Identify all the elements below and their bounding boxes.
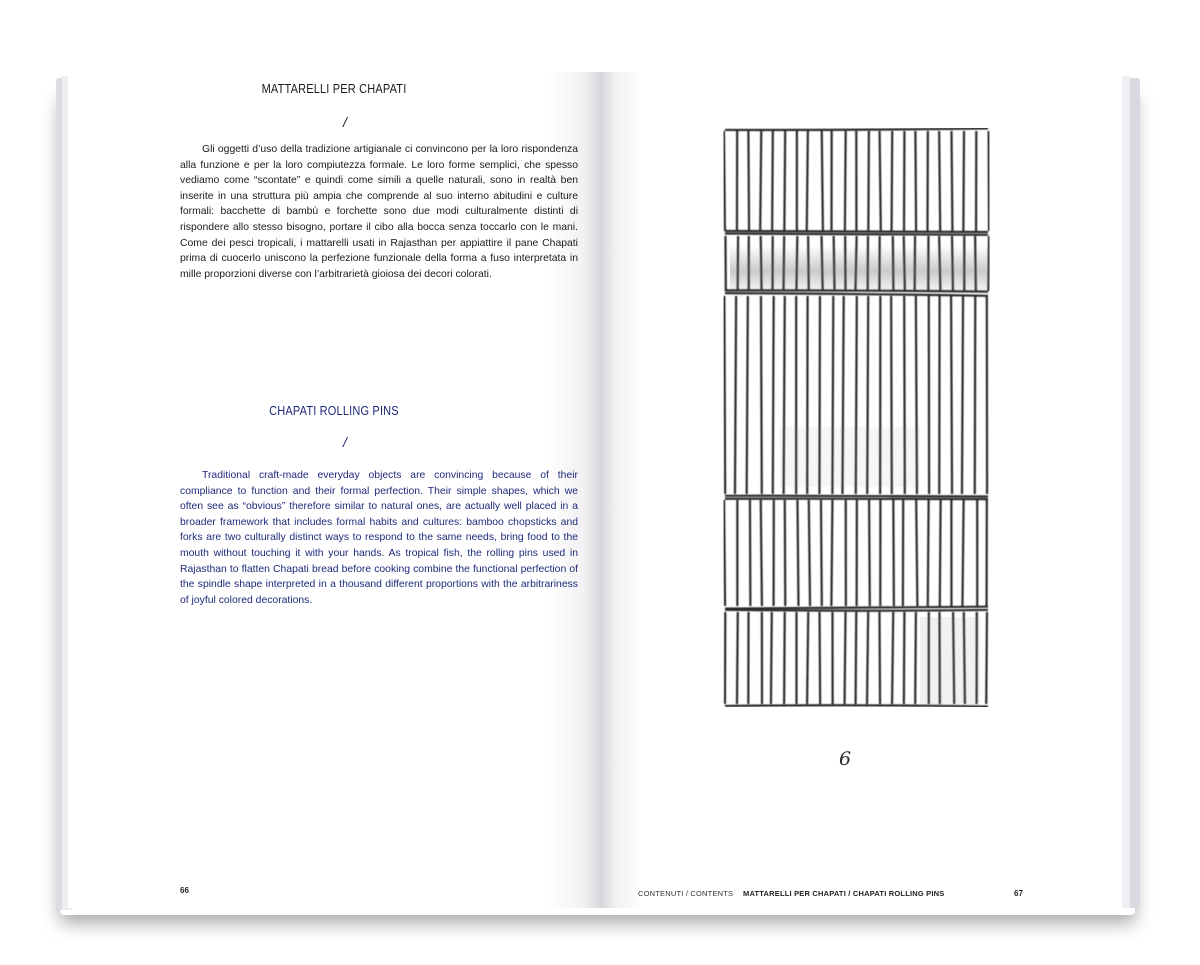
stripe-line [940, 500, 941, 606]
stripe-line [771, 612, 772, 704]
stripe-line [928, 500, 929, 606]
stripe-line [784, 612, 785, 704]
page-number-right: 67 [1014, 889, 1023, 898]
stripe-border-line [725, 231, 988, 232]
stripe-line [831, 500, 832, 606]
stripe-line [820, 612, 821, 704]
stripe-line [962, 500, 963, 606]
heading-english: CHAPATI ROLLING PINS [269, 404, 399, 418]
stripe-line [724, 131, 725, 231]
stripe-line [747, 296, 748, 494]
stripe-line [724, 500, 725, 606]
stripe-line [951, 131, 952, 231]
stripe-line [916, 500, 917, 606]
right-page [600, 72, 1122, 908]
stripe-line [915, 612, 916, 704]
left-page [68, 72, 600, 908]
stripe-line [784, 131, 785, 231]
page-number-left: 66 [180, 886, 189, 895]
stripe-line [845, 612, 846, 704]
stripe-line [809, 500, 810, 606]
stripe-line [772, 131, 773, 231]
separator-italian: / [343, 114, 347, 130]
stripe-line [760, 131, 761, 231]
stripe-line [963, 131, 964, 231]
stripe-line [962, 296, 963, 494]
stripe-line [915, 131, 916, 231]
stripe-line [904, 612, 905, 704]
stripe-line [773, 296, 774, 494]
stripe-line [822, 131, 823, 231]
stripe-line [797, 500, 798, 606]
stripe-line [869, 500, 870, 606]
stripe-border-line [725, 234, 988, 235]
stripe-line [892, 612, 893, 704]
paragraph-italian: Gli oggetti d’uso della tradizione artigianale ci convincono per la loro rispondenza alla funzione e per la loro compiutezza formale. Le loro forme semplici, che spesso vediamo come “scontate” e quindi come simili a quelle naturali, sono in realtà ben inserite in una struttura più ampia che comprende al suo interno abitudini e culture formali: bacchette di bambù e forchette sono due modi culturalmente distinti di rispondere allo stesso bisogno, portare il cibo alla bocca senza toccarlo con le mani. Come dei pesci tropicali, i mattarelli usati in Rajasthan per appiattire il pane Chapati prima di cuocerlo uniscono la perfezione funzionale della forma a fuso interpretata in mille proporzioni diverse con l’arbitrarietà gioiosa dei decori colorati. [180, 144, 578, 280]
stripe-line [724, 296, 725, 494]
plate-number: 6 [839, 748, 852, 770]
heading-italian: MATTARELLI PER CHAPATI [261, 82, 407, 96]
stripe-line [939, 131, 940, 231]
stripe-line [880, 131, 881, 231]
running-header-title: MATTARELLI PER CHAPATI / CHAPATI ROLLING PINS [743, 889, 945, 898]
running-header-contents: CONTENUTI / CONTENTS [638, 889, 734, 898]
stripe-line [951, 296, 952, 494]
stripe-line [761, 296, 762, 494]
stripe-line [735, 296, 736, 494]
stripe-line [748, 131, 749, 231]
stripe-border-line [725, 496, 988, 497]
stripe-line [821, 500, 822, 606]
stripe-line [879, 612, 880, 704]
stripe-line [785, 500, 786, 606]
stripe-line [893, 500, 894, 606]
stripe-line [737, 612, 738, 704]
stripe-line [856, 612, 857, 704]
stripe-border-line [725, 607, 988, 609]
striped-pattern-drawing [720, 127, 1000, 727]
stripe-line [986, 612, 987, 704]
stripe-line [868, 131, 869, 231]
stripe-line [761, 500, 762, 606]
stripe-line [892, 131, 893, 231]
stripe-line [867, 612, 868, 704]
stripe-line [807, 131, 808, 231]
separator-english: / [343, 434, 347, 450]
stripe-line [845, 131, 846, 231]
stripe-border-line [725, 128, 988, 130]
stripe-line [807, 612, 808, 704]
paragraph-english: Traditional craft-made everyday objects are convincing because of their compliance to function and their formal perfection. Their simple shapes, which we often see as “obvious” therefore similar to natural ones, are actually well placed in a broader framework that includes formal habits and cultures: bamboo chopsticks and forks are two culturally distinct ways to respond to the same needs, bring food to the mouth without touching it with your hands. As tropical fish, the rolling pins used in Rajasthan to flatten Chapati bread before cooking combine the functional perfection of the spindle shape interpreted in a thousand different proportions with the arbitrariness of joyful colored decorations. [180, 470, 578, 606]
stripe-border-line [725, 610, 988, 611]
